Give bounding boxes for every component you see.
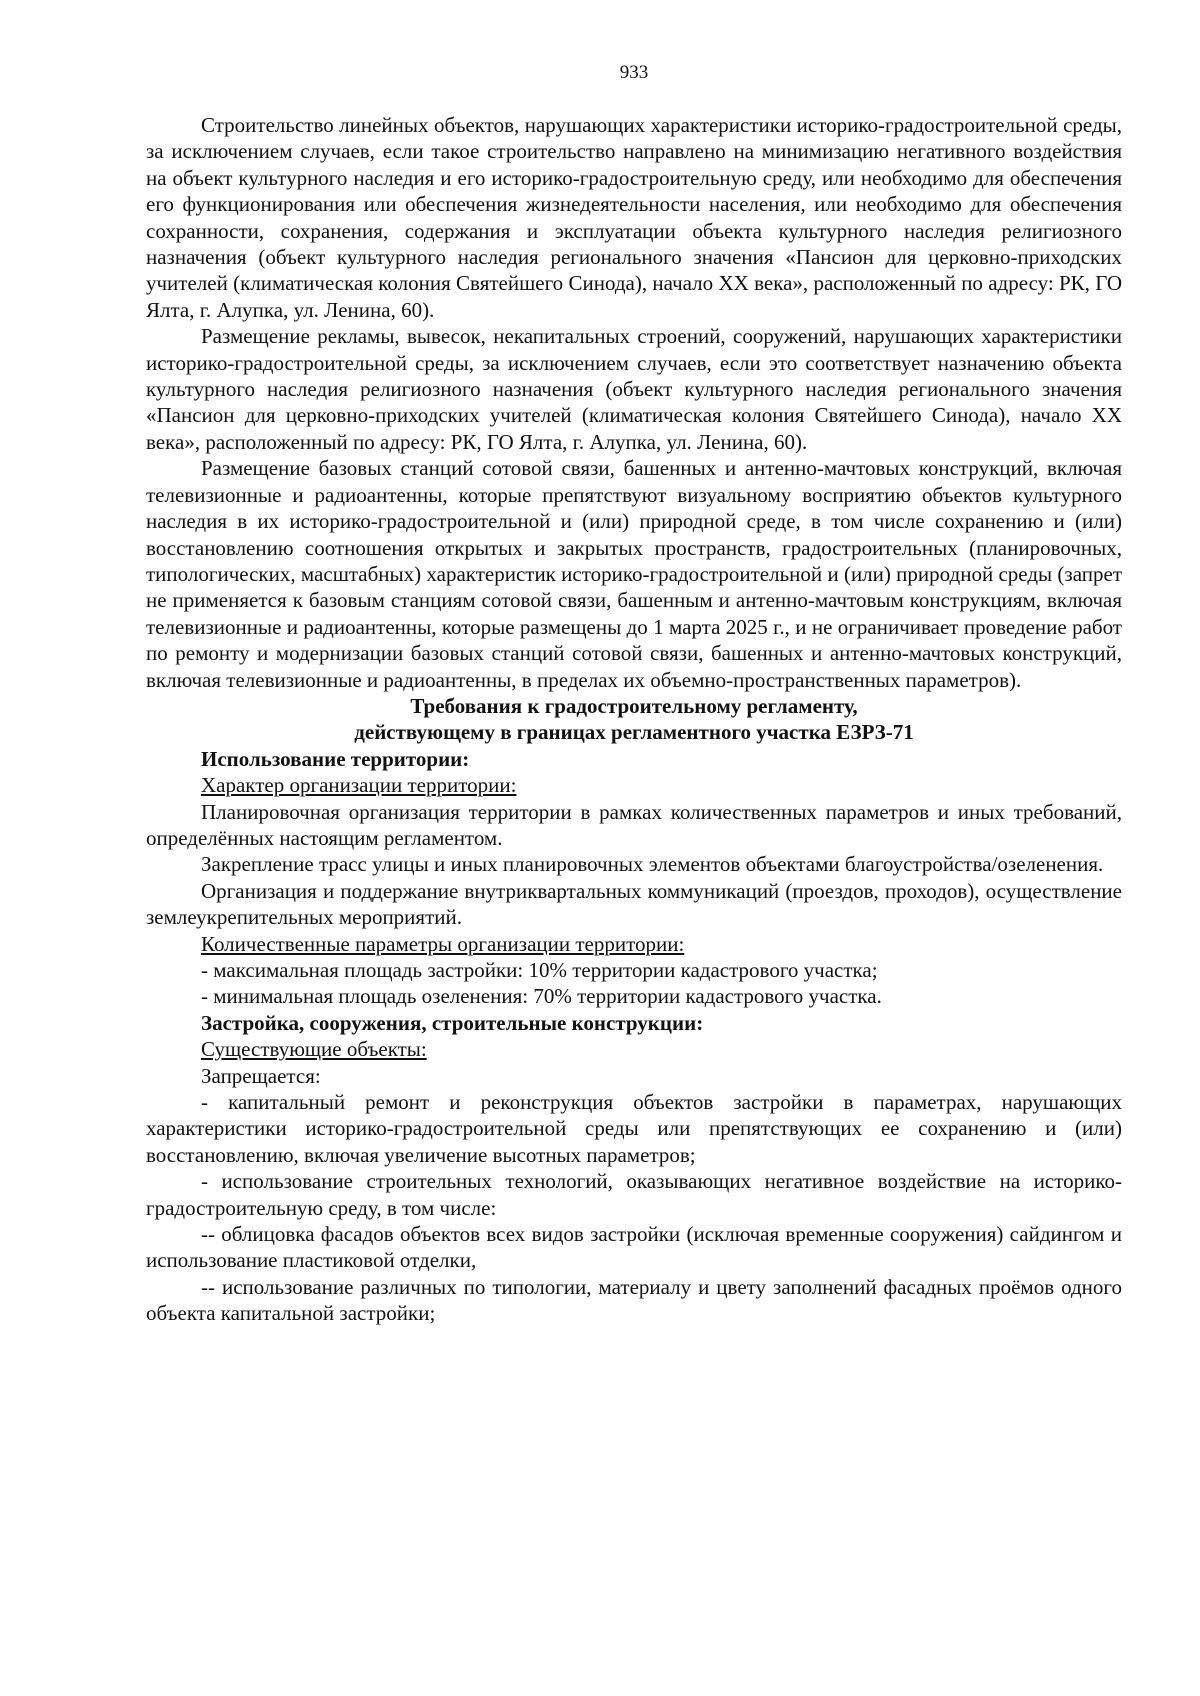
territory-organization-subtitle [146, 772, 1122, 798]
quantitative-params-subtitle-text: Количественные параметры организации территории: [201, 931, 685, 956]
territory-use-title: Использование территории: [201, 746, 470, 771]
existing-objects-subtitle [146, 1036, 1122, 1062]
list-item-construction-tech: - использование строительных технологий, оказывающих негативное воздействие на историко-градостроительную среду, в том числе: [146, 1169, 1122, 1220]
section-heading-line2: действующему в границах регламентного участка ЕЗРЗ-71 [354, 720, 914, 745]
quantitative-params-subtitle [146, 931, 1122, 957]
existing-objects-subtitle-text: Существующие объекты: [201, 1037, 427, 1062]
list-item-facade-siding: -- облицовка фасадов объектов всех видов застройки (исключая временные сооружения) сайдингом и использование пластиковой отделки, [146, 1222, 1122, 1273]
territory-organization-subtitle-text: Характер организации территории: [201, 773, 517, 798]
page-number: 933 [619, 62, 649, 83]
paragraph-street-routes: Закрепление трасс улицы и иных планировочных элементов объектами благоустройства/озеленения. [201, 852, 1104, 877]
list-item-capital-repair: - капитальный ремонт и реконструкция объектов застройки в параметрах, нарушающих характеристики историко-градостроительной среды или препятствующих ее сохранению и (или) восстановлению, включая увеличение высотных параметров; [146, 1090, 1122, 1167]
buildings-title: Застройка, сооружения, строительные конструкции: [201, 1010, 704, 1035]
paragraph-planning-organization: Планировочная организация территории в рамках количественных параметров и иных требований, определённых настоящим регламентом. [146, 799, 1122, 850]
list-item-max-building-area: - максимальная площадь застройки: 10% территории кадастрового участка; [201, 958, 878, 982]
paragraph-advertising: Размещение рекламы, вывесок, некапитальных строений, сооружений, нарушающих характеристики историко-градостроительной среды, за исключением случаев, если это соответствует назначению объекта культурного наследия религиозного назначения (объект культурного наследия регионального значения «Пансион для церковно-приходских учителей (климатическая колония Святейшего Синода), начало XX века», расположенный по адресу: РК, ГО Ялта, г. Алупка, ул. Ленина, 60). [146, 324, 1122, 454]
forbidden-label: Запрещается: [201, 1063, 321, 1088]
paragraph-base-stations: Размещение базовых станций сотовой связи, башенных и антенно-мачтовых конструкций, включая телевизионные и радиоантенны, которые препятствуют визуальному восприятию объектов культурного наследия в их историко-градостроительной и (или) природной среде, в том числе сохранению и (или) восстановлению соотношения открытых и закрытых пространств, градостроительных (планировочных, типологических, масштабных) характеристик историко-градостроительной и (или) природной среды (запрет не применяется к базовым станциям сотовой связи, башенным и антенно-мачтовым конструкциям, включая телевизионные и радиоантенны, которые размещены до 1 марта 2025 г., и не ограничивает проведение работ по ремонту и модернизации базовых станций сотовой связи, башенных и антенно-мачтовых конструкций, включая телевизионные и радиоантенны, в пределах их объемно-пространственных параметров). [146, 456, 1122, 692]
section-heading-line1: Требования к градостроительному регламенту, [410, 693, 858, 718]
list-item-min-greening-area: - минимальная площадь озеленения: 70% территории кадастрового участка. [201, 984, 882, 1009]
paragraph-communications: Организация и поддержание внутриквартальных коммуникаций (проездов, проходов), осуществление землеукрепительных мероприятий. [146, 878, 1122, 930]
paragraph-linear-objects: Строительство линейных объектов, нарушающих характеристики историко-градостроительной среды, за исключением случаев, если такое строительство направлено на минимизацию негативного воздействия на объект культурного наследия и его историко-градостроительную среду, или необходимо для обеспечения его функционирования или обеспечения жизнедеятельности населения, или необходимо для обеспечения сохранности, сохранения, содержания и эксплуатации объекта культурного наследия религиозного назначения (объект культурного наследия регионального значения «Пансион для церковно-приходских учителей (климатическая колония Святейшего Синода), начало XX века», расположенный по адресу: РК, ГО Ялта, г. Алупка, ул. Ленина, 60). [146, 113, 1122, 322]
list-item-window-fillings: -- использование различных по типологии, материалу и цвету заполнений фасадных проёмов одного объекта капитальной застройки; [146, 1274, 1122, 1326]
